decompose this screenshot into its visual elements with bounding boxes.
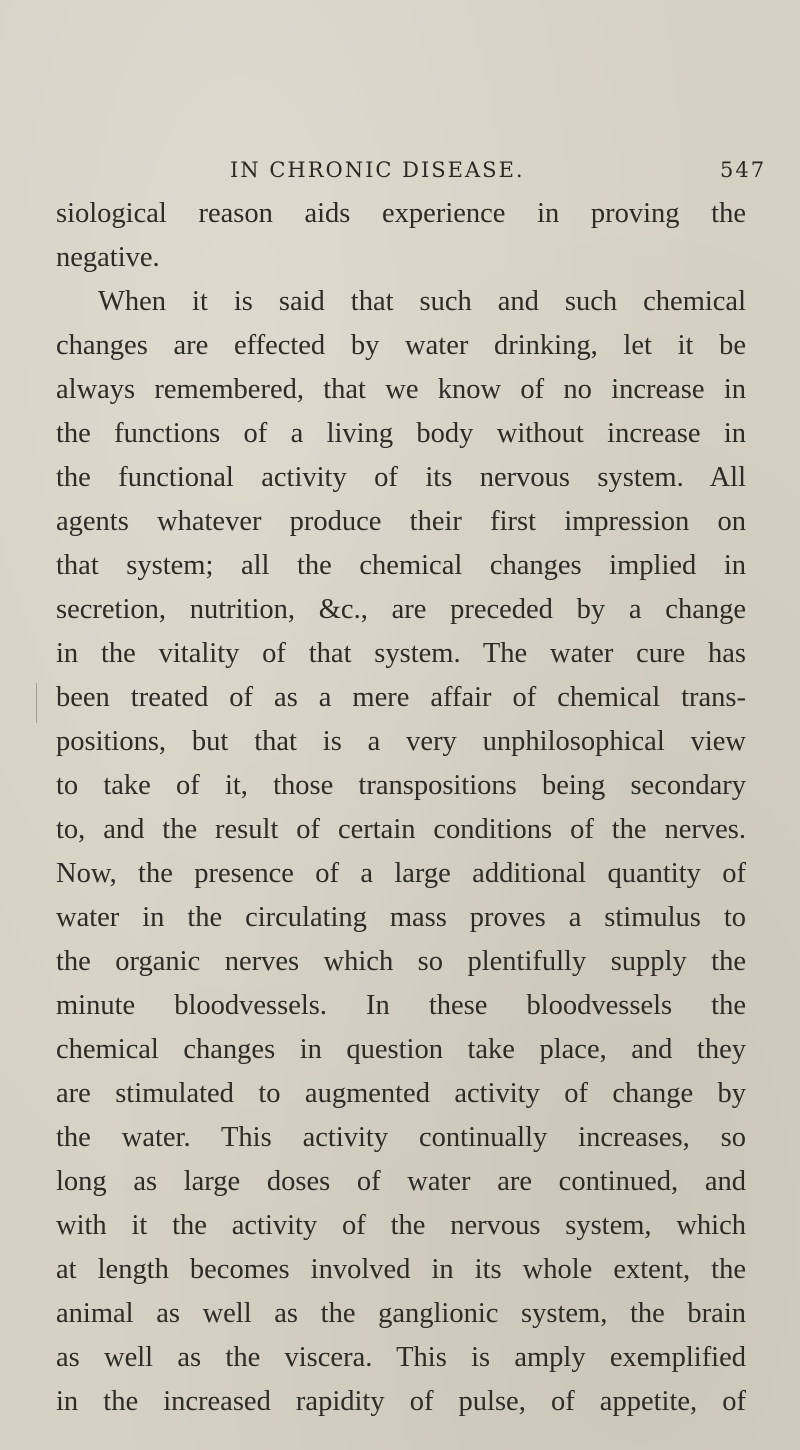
text-line: Now, the presence of a large additional quantity of <box>56 858 746 889</box>
text-line: animal as well as the ganglionic system, the brain <box>56 1298 746 1329</box>
text-line: in the vitality of that system. The water cure has <box>56 638 746 669</box>
text-line: in the increased rapidity of pulse, of appetite, of <box>56 1386 746 1417</box>
text-line: water in the circulating mass proves a stimulus to <box>56 902 746 933</box>
running-title: IN CHRONIC DISEASE. <box>230 158 525 182</box>
text-line: always remembered, that we know of no increase in <box>56 374 746 405</box>
text-line: that system; all the chemical changes implied in <box>56 550 746 581</box>
text-line: siological reason aids experience in proving the <box>56 198 746 229</box>
body-text <box>56 192 746 1424</box>
text-line: the functions of a living body without increase in <box>56 418 746 449</box>
text-line: positions, but that is a very unphilosophical view <box>56 726 746 757</box>
text-line: secretion, nutrition, &c., are preceded by a change <box>56 594 746 625</box>
text-line: as well as the viscera. This is amply exemplified <box>56 1342 746 1373</box>
text-line: long as large doses of water are continued, and <box>56 1166 746 1197</box>
text-line: When it is said that such and such chemical <box>98 286 746 317</box>
text-line: the organic nerves which so plentifully supply the <box>56 946 746 977</box>
page-number: 547 <box>720 158 767 182</box>
margin-mark <box>36 683 37 723</box>
text-line: with it the activity of the nervous system, which <box>56 1210 746 1241</box>
text-line: to take of it, those transpositions being secondary <box>56 770 746 801</box>
text-line: agents whatever produce their first impression on <box>56 506 746 537</box>
running-head <box>0 158 800 190</box>
text-line: the water. This activity continually increases, so <box>56 1122 746 1153</box>
text-line: at length becomes involved in its whole extent, the <box>56 1254 746 1285</box>
text-line: minute bloodvessels. In these bloodvessels the <box>56 990 746 1021</box>
text-line: to, and the result of certain conditions of the nerves. <box>56 814 746 845</box>
text-line: the functional activity of its nervous system. All <box>56 462 746 493</box>
text-line: negative. <box>56 242 160 273</box>
text-line: are stimulated to augmented activity of change by <box>56 1078 746 1109</box>
text-line: been treated of as a mere affair of chemical trans- <box>56 682 746 713</box>
text-line: changes are effected by water drinking, let it be <box>56 330 746 361</box>
text-line: chemical changes in question take place, and they <box>56 1034 746 1065</box>
